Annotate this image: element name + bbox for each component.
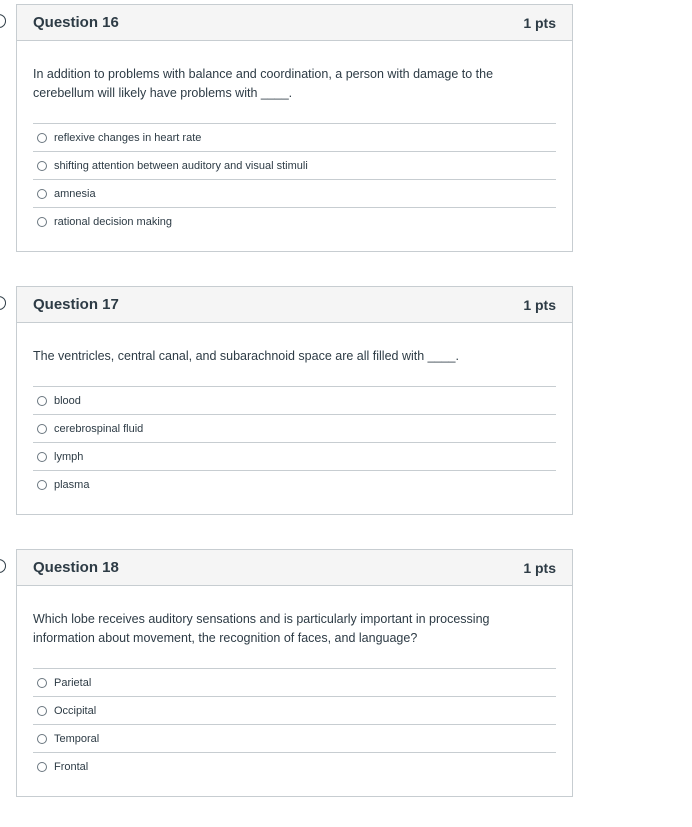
answer-list — [33, 668, 556, 780]
answer-label: shifting attention between auditory and visual stimuli — [54, 159, 308, 172]
answer-label: rational decision making — [54, 215, 173, 228]
answer-label: amnesia — [54, 187, 96, 200]
answer-list — [33, 123, 556, 235]
radio-button[interactable] — [37, 189, 47, 199]
question-text: In addition to problems with balance and coordination, a person with damage to the cerebellum will likely have problems with ____. — [33, 67, 494, 100]
flag-question-icon[interactable] — [0, 559, 6, 573]
radio-button[interactable] — [37, 424, 47, 434]
answer-label: Frontal — [54, 760, 89, 773]
answer-list — [33, 386, 556, 498]
answer-label: Temporal — [54, 732, 100, 745]
answer-label: reflexive changes in heart rate — [54, 131, 202, 144]
question-points: 1 pts — [523, 559, 556, 576]
answer-label: plasma — [54, 478, 90, 491]
radio-button[interactable] — [37, 217, 47, 227]
radio-button[interactable] — [37, 678, 47, 688]
radio-button[interactable] — [37, 161, 47, 171]
radio-button[interactable] — [37, 396, 47, 406]
question-body — [17, 586, 572, 791]
answer-label: cerebrospinal fluid — [54, 422, 144, 435]
answer-option[interactable] — [33, 669, 556, 697]
radio-button[interactable] — [37, 734, 47, 744]
question-text: Which lobe receives auditory sensations and is particularly important in processing information about movement, the recognition of faces, and language? — [33, 612, 490, 645]
answer-option[interactable] — [33, 697, 556, 725]
question-title: Question 16 — [33, 14, 119, 31]
radio-button[interactable] — [37, 452, 47, 462]
radio-button[interactable] — [37, 706, 47, 716]
question-title: Question 17 — [33, 296, 119, 313]
answer-option[interactable] — [33, 387, 556, 415]
answer-label: blood — [54, 394, 81, 407]
answer-option[interactable] — [33, 753, 556, 780]
answer-option[interactable] — [33, 152, 556, 180]
answer-option[interactable] — [33, 443, 556, 471]
question-card-18 — [16, 549, 573, 797]
answer-option[interactable] — [33, 725, 556, 753]
question-title: Question 18 — [33, 559, 119, 576]
answer-option[interactable] — [33, 415, 556, 443]
question-points: 1 pts — [523, 14, 556, 31]
flag-question-icon[interactable] — [0, 14, 6, 28]
question-body — [17, 323, 572, 509]
question-header — [17, 550, 572, 586]
question-header — [17, 287, 572, 323]
answer-label: Parietal — [54, 676, 92, 689]
question-text: The ventricles, central canal, and subarachnoid space are all filled with ____. — [33, 349, 459, 363]
answer-label: Occipital — [54, 704, 97, 717]
radio-button[interactable] — [37, 133, 47, 143]
answer-option[interactable] — [33, 208, 556, 235]
question-card-17 — [16, 286, 573, 515]
question-header — [17, 5, 572, 41]
radio-button[interactable] — [37, 762, 47, 772]
answer-option[interactable] — [33, 180, 556, 208]
answer-label: lymph — [54, 450, 84, 463]
radio-button[interactable] — [37, 480, 47, 490]
answer-option[interactable] — [33, 471, 556, 498]
question-body — [17, 41, 572, 246]
answer-option[interactable] — [33, 124, 556, 152]
flag-question-icon[interactable] — [0, 296, 6, 310]
question-points: 1 pts — [523, 296, 556, 313]
question-card-16 — [16, 4, 573, 252]
